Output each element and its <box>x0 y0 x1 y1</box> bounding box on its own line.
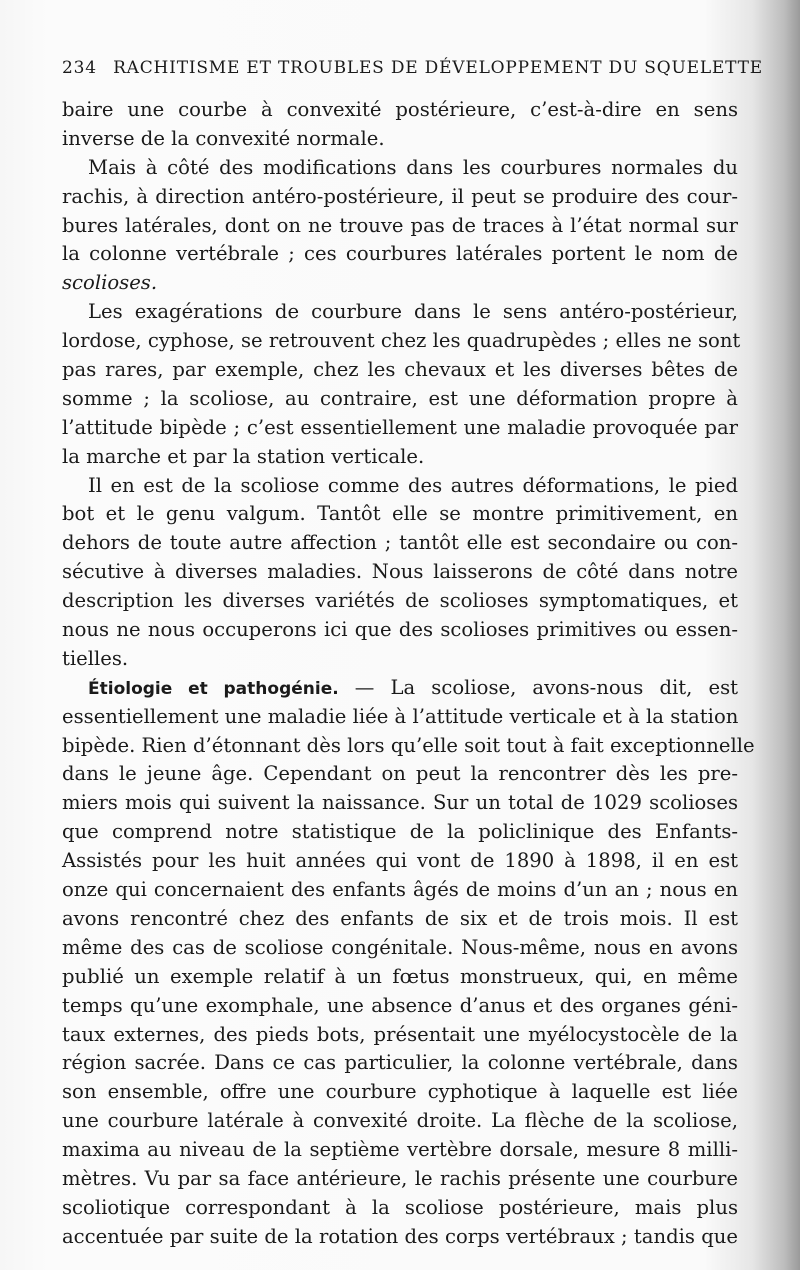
text-line: dans le jeune âge. Cependant on peut la rencontrer dès les pre- <box>62 762 738 786</box>
text-line: tielles. <box>62 646 129 670</box>
text-line: scolioses. <box>62 271 158 295</box>
section-heading-line <box>62 674 738 703</box>
page-number: 234 <box>62 58 97 78</box>
text-line: baire une courbe à convexité postérieure, c’est-à-dire en sens <box>62 98 738 121</box>
text-line: taux externes, des pieds bots, présentait une myélocystocèle de la <box>62 1022 738 1046</box>
text-line: onze qui concernaient des enfants âgés de moins d’un an ; nous en <box>62 878 738 902</box>
text-line: temps qu’une exomphale, une absence d’anus et des organes géni- <box>62 993 738 1017</box>
section-heading: Étiologie et pathogénie. <box>88 678 339 699</box>
text-line: que comprend notre statistique de la policlinique des Enfants- <box>62 820 738 844</box>
text-line: son ensemble, offre une courbure cyphotique à laquelle est liée <box>62 1080 738 1104</box>
text-line: Mais à côté des modifications dans les courbures normales du <box>88 155 738 179</box>
text-line: inverse de la convexité normale. <box>62 126 385 150</box>
text-line: publié un exemple relatif à un fœtus monstrueux, qui, en même <box>62 964 738 988</box>
text-line: sécutive à diverses maladies. Nous laisserons de côté dans notre <box>62 560 738 584</box>
text-line: bures latérales, dont on ne trouve pas de traces à l’état normal sur <box>62 213 738 237</box>
running-header <box>62 58 763 78</box>
text-line: accentuée par suite de la rotation des corps vertébraux ; tandis que <box>62 1224 738 1248</box>
text-line: somme ; la scoliose, au contraire, est une déformation propre à <box>62 386 738 410</box>
body-text <box>62 96 755 1252</box>
text-line: la colonne vertébrale ; ces courbures latérales portent le nom de <box>62 242 738 266</box>
text-line: rachis, à direction antéro-postérieure, il peut se produire des cour- <box>62 184 738 208</box>
text-line: mètres. Vu par sa face antérieure, le rachis présente une courbure <box>62 1166 738 1190</box>
text-line: maxima au niveau de la septième vertèbre dorsale, mesure 8 milli- <box>62 1138 738 1162</box>
text-line: même des cas de scoliose congénitale. Nous-même, nous en avons <box>62 935 738 959</box>
text-line: Assistés pour les huit années qui vont de 1890 à 1898, il en est <box>62 849 738 873</box>
text-line: scoliotique correspondant à la scoliose postérieure, mais plus <box>62 1195 738 1219</box>
text-line: lordose, cyphose, se retrouvent chez les quadrupèdes ; elles ne sont <box>62 329 741 353</box>
text-line: Les exagérations de courbure dans le sens antéro-postérieur, <box>88 300 738 324</box>
text-line: une courbure latérale à convexité droite. La flèche de la scoliose, <box>62 1109 738 1133</box>
text-line: région sacrée. Dans ce cas particulier, la colonne vertébrale, dans <box>62 1051 738 1075</box>
text-line: dehors de toute autre affection ; tantôt elle est secondaire ou con- <box>62 531 738 555</box>
text-line: description les diverses variétés de scolioses symptomatiques, et <box>62 589 738 613</box>
text-line: — La scoliose, avons-nous dit, est <box>354 675 738 699</box>
text-line: pas rares, par exemple, chez les chevaux et les diverses bêtes de <box>62 358 738 382</box>
text-line: nous ne nous occuperons ici que des scolioses primitives ou essen- <box>62 618 738 642</box>
running-title: RACHITISME ET TROUBLES DE DÉVELOPPEMENT DU SQUELETTE <box>113 58 763 78</box>
text-line: la marche et par la station verticale. <box>62 444 425 468</box>
text-line: Il en est de la scoliose comme des autres déformations, le pied <box>88 473 738 497</box>
text-line: essentiellement une maladie liée à l’attitude verticale et à la station <box>62 704 739 728</box>
text-line: l’attitude bipède ; c’est essentiellement une maladie provoquée par <box>62 415 738 439</box>
text-line: bipède. Rien d’étonnant dès lors qu’elle soit tout à fait exceptionnelle <box>62 733 755 757</box>
text-line: bot et le genu valgum. Tantôt elle se montre primitivement, en <box>62 502 738 526</box>
text-line: miers mois qui suivent la naissance. Sur un total de 1029 scolioses <box>62 791 738 815</box>
text-line: avons rencontré chez des enfants de six et de trois mois. Il est <box>62 906 738 930</box>
